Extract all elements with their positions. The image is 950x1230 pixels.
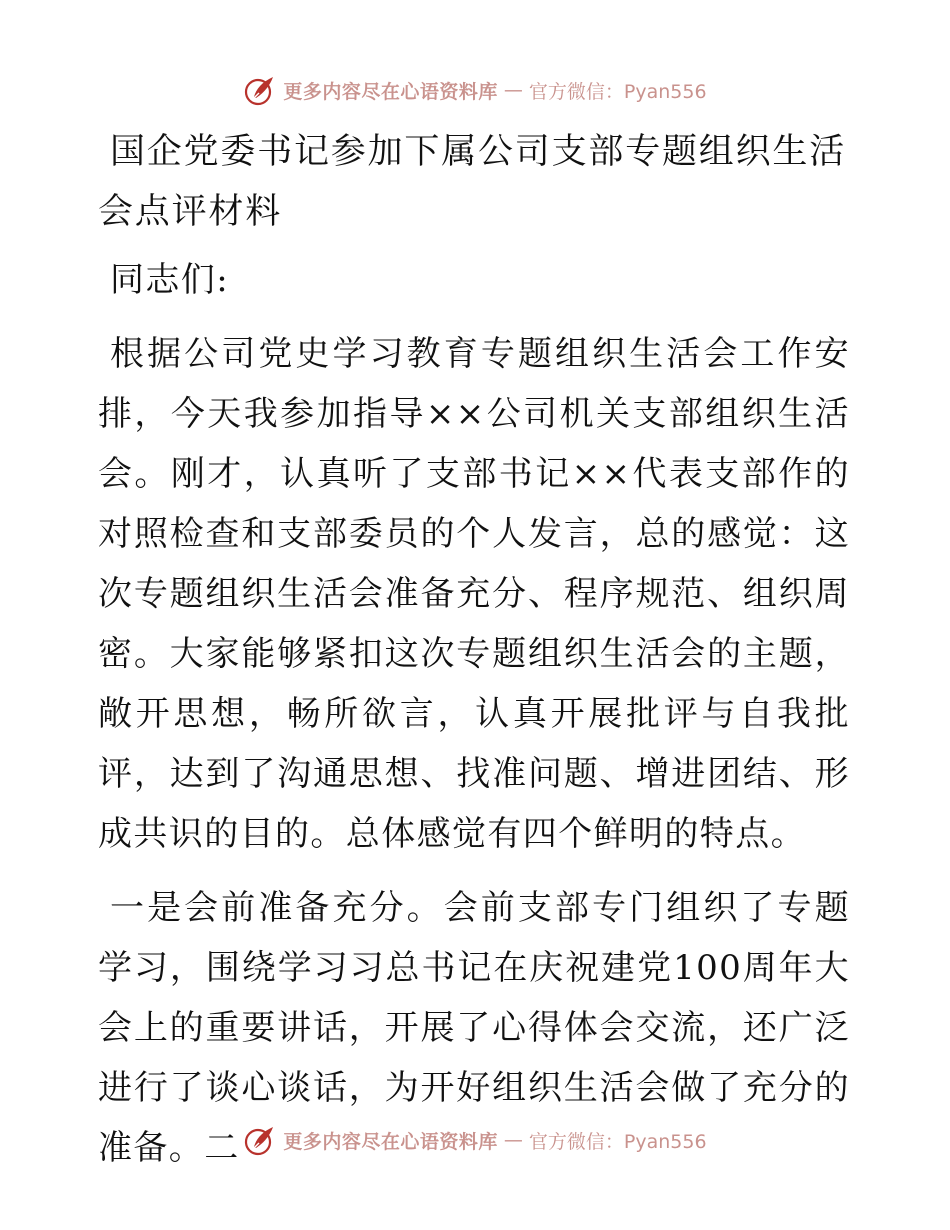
salutation: 同志们:: [110, 260, 230, 300]
document-title: 国企党委书记参加下属公司支部专题组织生活会点评材料: [98, 132, 847, 232]
watermark-promo-text: 更多内容尽在心语资料库: [283, 80, 498, 103]
document-body: [98, 122, 850, 1178]
watermark-promo-text: 更多内容尽在心语资料库: [283, 1130, 498, 1153]
header-watermark: [0, 70, 950, 110]
watermark-separator: —: [503, 79, 523, 101]
watermark-wechat-text: 官方微信：Pyan556: [528, 1130, 707, 1153]
paragraph-2: 一是会前准备充分。会前支部专门组织了专题学习，围绕学习习总书记在庆祝建党100周年大会上的重要讲话，开展了心得体会交流，还广泛进行了谈心谈话，为开好组织生活会做了充分的准备。二: [98, 888, 850, 1168]
quill-logo-icon: [243, 73, 277, 107]
watermark-wechat-text: 官方微信：Pyan556: [528, 80, 707, 103]
paragraph-1: 根据公司党史学习教育专题组织生活会工作安排，今天我参加指导××公司机关支部组织生活会。刚才，认真听了支部书记××代表支部作的对照检查和支部委员的个人发言，总的感觉：这次专题组织生活会准备充分、程序规范、组织周密。大家能够紧扣这次专题组织生活会的主题，敞开思想，畅所欲言，认真开展批评与自我批评，达到了沟通思想、找准问题、增进团结、形成共识的目的。总体感觉有四个鲜明的特点。: [98, 334, 850, 854]
footer-watermark: [0, 1120, 950, 1160]
watermark-separator: —: [503, 1129, 523, 1151]
quill-logo-icon: [243, 1123, 277, 1157]
